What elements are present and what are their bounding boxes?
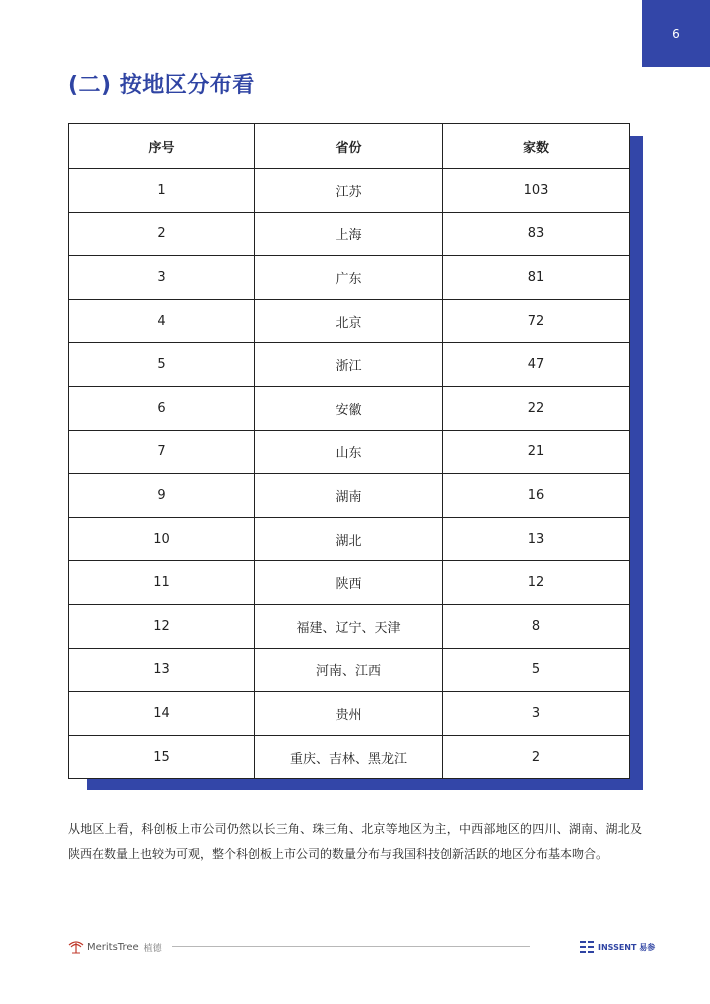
cell-index: 9 — [69, 474, 255, 518]
meritstree-logo — [68, 937, 162, 957]
table-row — [69, 648, 630, 692]
meritstree-sub: 植德 — [143, 943, 162, 954]
cell-count: 21 — [443, 430, 630, 474]
page-number-badge — [642, 0, 710, 67]
cell-count: 2 — [443, 735, 630, 779]
region-table — [68, 123, 630, 779]
meritstree-text: MeritsTree — [87, 941, 139, 953]
cell-count: 13 — [443, 517, 630, 561]
inssent-mark-icon — [580, 941, 594, 953]
footer-divider — [172, 946, 530, 947]
header-province: 省份 — [255, 124, 443, 169]
cell-index: 14 — [69, 692, 255, 736]
cell-count: 16 — [443, 474, 630, 518]
table-row — [69, 735, 630, 779]
table-row — [69, 343, 630, 387]
cell-index: 7 — [69, 430, 255, 474]
summary-paragraph: 从地区上看，科创板上市公司仍然以长三角、珠三角、北京等地区为主，中西部地区的四川、湖南、湖北及陕西在数量上也较为可观，整个科创板上市公司的数量分布与我国科技创新活跃的地区分布基本吻合。 — [68, 822, 642, 861]
inssent-text: INSSENT 易参 — [598, 942, 656, 952]
table-row — [69, 692, 630, 736]
cell-index: 3 — [69, 256, 255, 300]
cell-count: 22 — [443, 386, 630, 430]
inssent-logo — [580, 937, 655, 957]
cell-province: 北京 — [255, 299, 443, 343]
cell-index: 4 — [69, 299, 255, 343]
table-row — [69, 386, 630, 430]
cell-province: 浙江 — [255, 343, 443, 387]
table-row — [69, 517, 630, 561]
cell-count: 72 — [443, 299, 630, 343]
cell-index: 11 — [69, 561, 255, 605]
table-row — [69, 474, 630, 518]
cell-province: 安徽 — [255, 386, 443, 430]
cell-province: 陕西 — [255, 561, 443, 605]
cell-count: 12 — [443, 561, 630, 605]
cell-province: 贵州 — [255, 692, 443, 736]
table-row — [69, 430, 630, 474]
table-row — [69, 561, 630, 605]
cell-province: 广东 — [255, 256, 443, 300]
table-row — [69, 604, 630, 648]
header-index: 序号 — [69, 124, 255, 169]
table-row — [69, 169, 630, 213]
cell-province: 河南、江西 — [255, 648, 443, 692]
cell-count: 103 — [443, 169, 630, 213]
tree-logo-icon — [68, 940, 84, 954]
cell-index: 2 — [69, 212, 255, 256]
cell-province: 上海 — [255, 212, 443, 256]
cell-count: 81 — [443, 256, 630, 300]
page-number: 6 — [672, 26, 680, 41]
cell-index: 5 — [69, 343, 255, 387]
cell-index: 13 — [69, 648, 255, 692]
cell-province: 江苏 — [255, 169, 443, 213]
cell-index: 10 — [69, 517, 255, 561]
cell-index: 1 — [69, 169, 255, 213]
cell-count: 8 — [443, 604, 630, 648]
cell-province: 福建、辽宁、天津 — [255, 604, 443, 648]
table-header-row — [69, 124, 630, 169]
cell-province: 山东 — [255, 430, 443, 474]
table-row — [69, 212, 630, 256]
cell-count: 3 — [443, 692, 630, 736]
cell-index: 6 — [69, 386, 255, 430]
table-row — [69, 299, 630, 343]
table-row — [69, 256, 630, 300]
section-title: (二) 按地区分布看 — [68, 73, 255, 98]
cell-index: 12 — [69, 604, 255, 648]
cell-index: 15 — [69, 735, 255, 779]
cell-province: 重庆、吉林、黑龙江 — [255, 735, 443, 779]
cell-province: 湖北 — [255, 517, 443, 561]
header-count: 家数 — [443, 124, 630, 169]
cell-count: 47 — [443, 343, 630, 387]
cell-province: 湖南 — [255, 474, 443, 518]
cell-count: 83 — [443, 212, 630, 256]
cell-count: 5 — [443, 648, 630, 692]
